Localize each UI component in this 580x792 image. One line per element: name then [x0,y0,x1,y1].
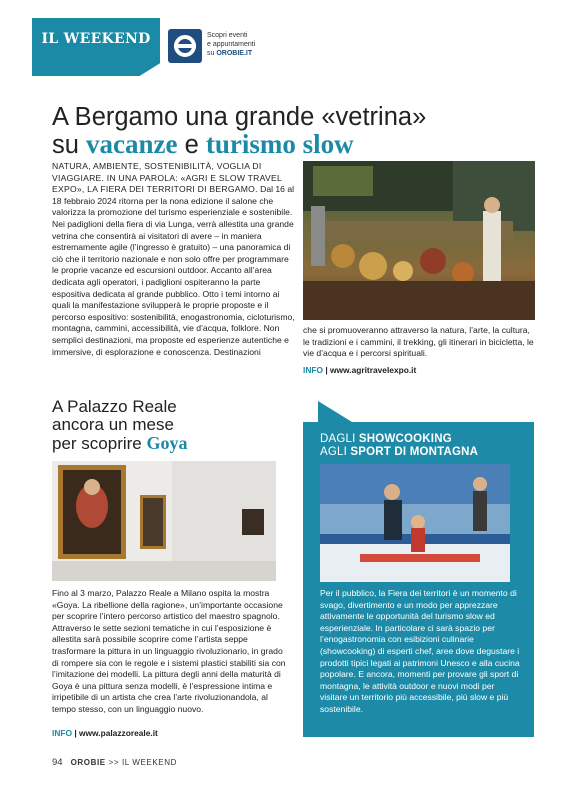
page-footer: 94 OROBIE >> IL WEEKEND [52,757,177,768]
goya-body: Fino al 3 marzo, Palazzo Reale a Milano ospita la mostra «Goya. La ribellione della ragione», un’importante occasione per scoprire l’intero percorso artistico del maestro spagnolo. Attraverso le sette sezioni tematiche in cui l’esposizione è allestita sarà possibile scoprire come l’artista seppe trasformare la pittura in un linguaggio rivoluzionario, in grado di rompere sia con le regole e i sistemi plastici stabiliti sia con l’imitazione dei modelli. La pittura degli anni della maturità di Goya è una pittura senza modelli, è l’espressione intima e irripetibile di un artista che crea l’arte rivoluzionandola, al tempo stesso, con un linguaggio nuovo. [52,588,286,714]
goya-info-link[interactable]: www.palazzoreale.it [79,728,158,738]
goya-title: A Palazzo Reale ancora un mese per scoprire Goya [52,397,188,453]
box-title: DAGLI SHOWCOOKING AGLI SPORT DI MONTAGNA [320,433,479,458]
box-tab [318,401,352,422]
exhibition-photo [52,461,276,581]
page-number: 94 [52,757,63,768]
section-label: IL WEEKEND [41,31,151,47]
article-body: NATURA, AMBIENTE, SOSTENIBILITÀ, VOGLIA DI VIAGGIARE. IN UNA PAROLA: «AGRI E SLOW TRAVEL EXPO», LA FIERA DEI TERRITORI DI BERGAMO. Dal 16 al 18 febbraio 2024 ritorna per la nona edizione il salone che valorizza la promozione del turismo esperienziale e sostenibile. Nei padiglioni della fiera di via Lunga, verrà allestita una grande vetrina che consentirà ai visitatori di avere – in maniera estremamente agile (l’ingresso è gratuito) – una panoramica di ciò che il territorio nazionale e non solo offre per programmare le proprie vacanze ed escursioni outdoor. Accanto all’area dedicata agli operatori, i padiglioni ospiteranno la parte espositiva dedicata al grande pubblico. Otto i temi intorno ai quali la manifestazione svilupperà le proprie proposte e il percorso espositivo: sostenibilità, enogastronomia, cicloturismo, montagna, cammini, accessibilità, vie d’acqua, folklore. Non semplici destinazioni, ma proposte ed esperienze autentiche e immersive, di esplorazione e conoscenza. Destinazioni [52,161,295,357]
article-lead: NATURA, AMBIENTE, SOSTENIBILITÀ, VOGLIA DI VIAGGIARE. IN UNA PAROLA: «AGRI E SLOW TRAVEL EXPO», LA FIERA DEI TERRITORI DI BERGAMO. [52,161,282,195]
promo-text: Scopri eventi e appuntamenti su OROBIE.IT [207,32,256,57]
fair-photo [303,161,535,320]
ski-photo [320,464,510,582]
article-body-end: che si promuoveranno attraverso la natura, l’arte, la cultura, le tradizioni e i cammini, il trekking, gli itinerari in bicicletta, le vie d’acqua e i percorsi spirituali. [303,325,534,359]
info-line: INFO | www.agritravelexpo.it [303,365,417,375]
goya-info-line: INFO | www.palazzoreale.it [52,728,158,738]
orobie-logo-icon[interactable] [168,29,202,63]
info-link[interactable]: www.agritravelexpo.it [330,365,417,375]
section-tab [32,18,160,76]
promo-site-link[interactable]: OROBIE.IT [216,50,253,57]
box-body: Per il pubblico, la Fiera dei territori è un momento di svago, divertimento e un modo per apprezzare attivamente le opportunità del turismo slow ed esperienziale. In particolare ci sarà spazio per l’enogastronomia con esibizioni culinarie (showcooking) di esperti chef, aree dove degustare i prodotti tipici legati ai patrimoni Unesco e alla cucina popolare. E ancora, momenti per provare gli sport di montagna, le attività outdoor e nuovi modi per visitare un territorio più accessibile, più slow e più sostenibile. [320,588,520,714]
article-title: A Bergamo una grande «vetrina» su vacanze e turismo slow [52,103,427,159]
